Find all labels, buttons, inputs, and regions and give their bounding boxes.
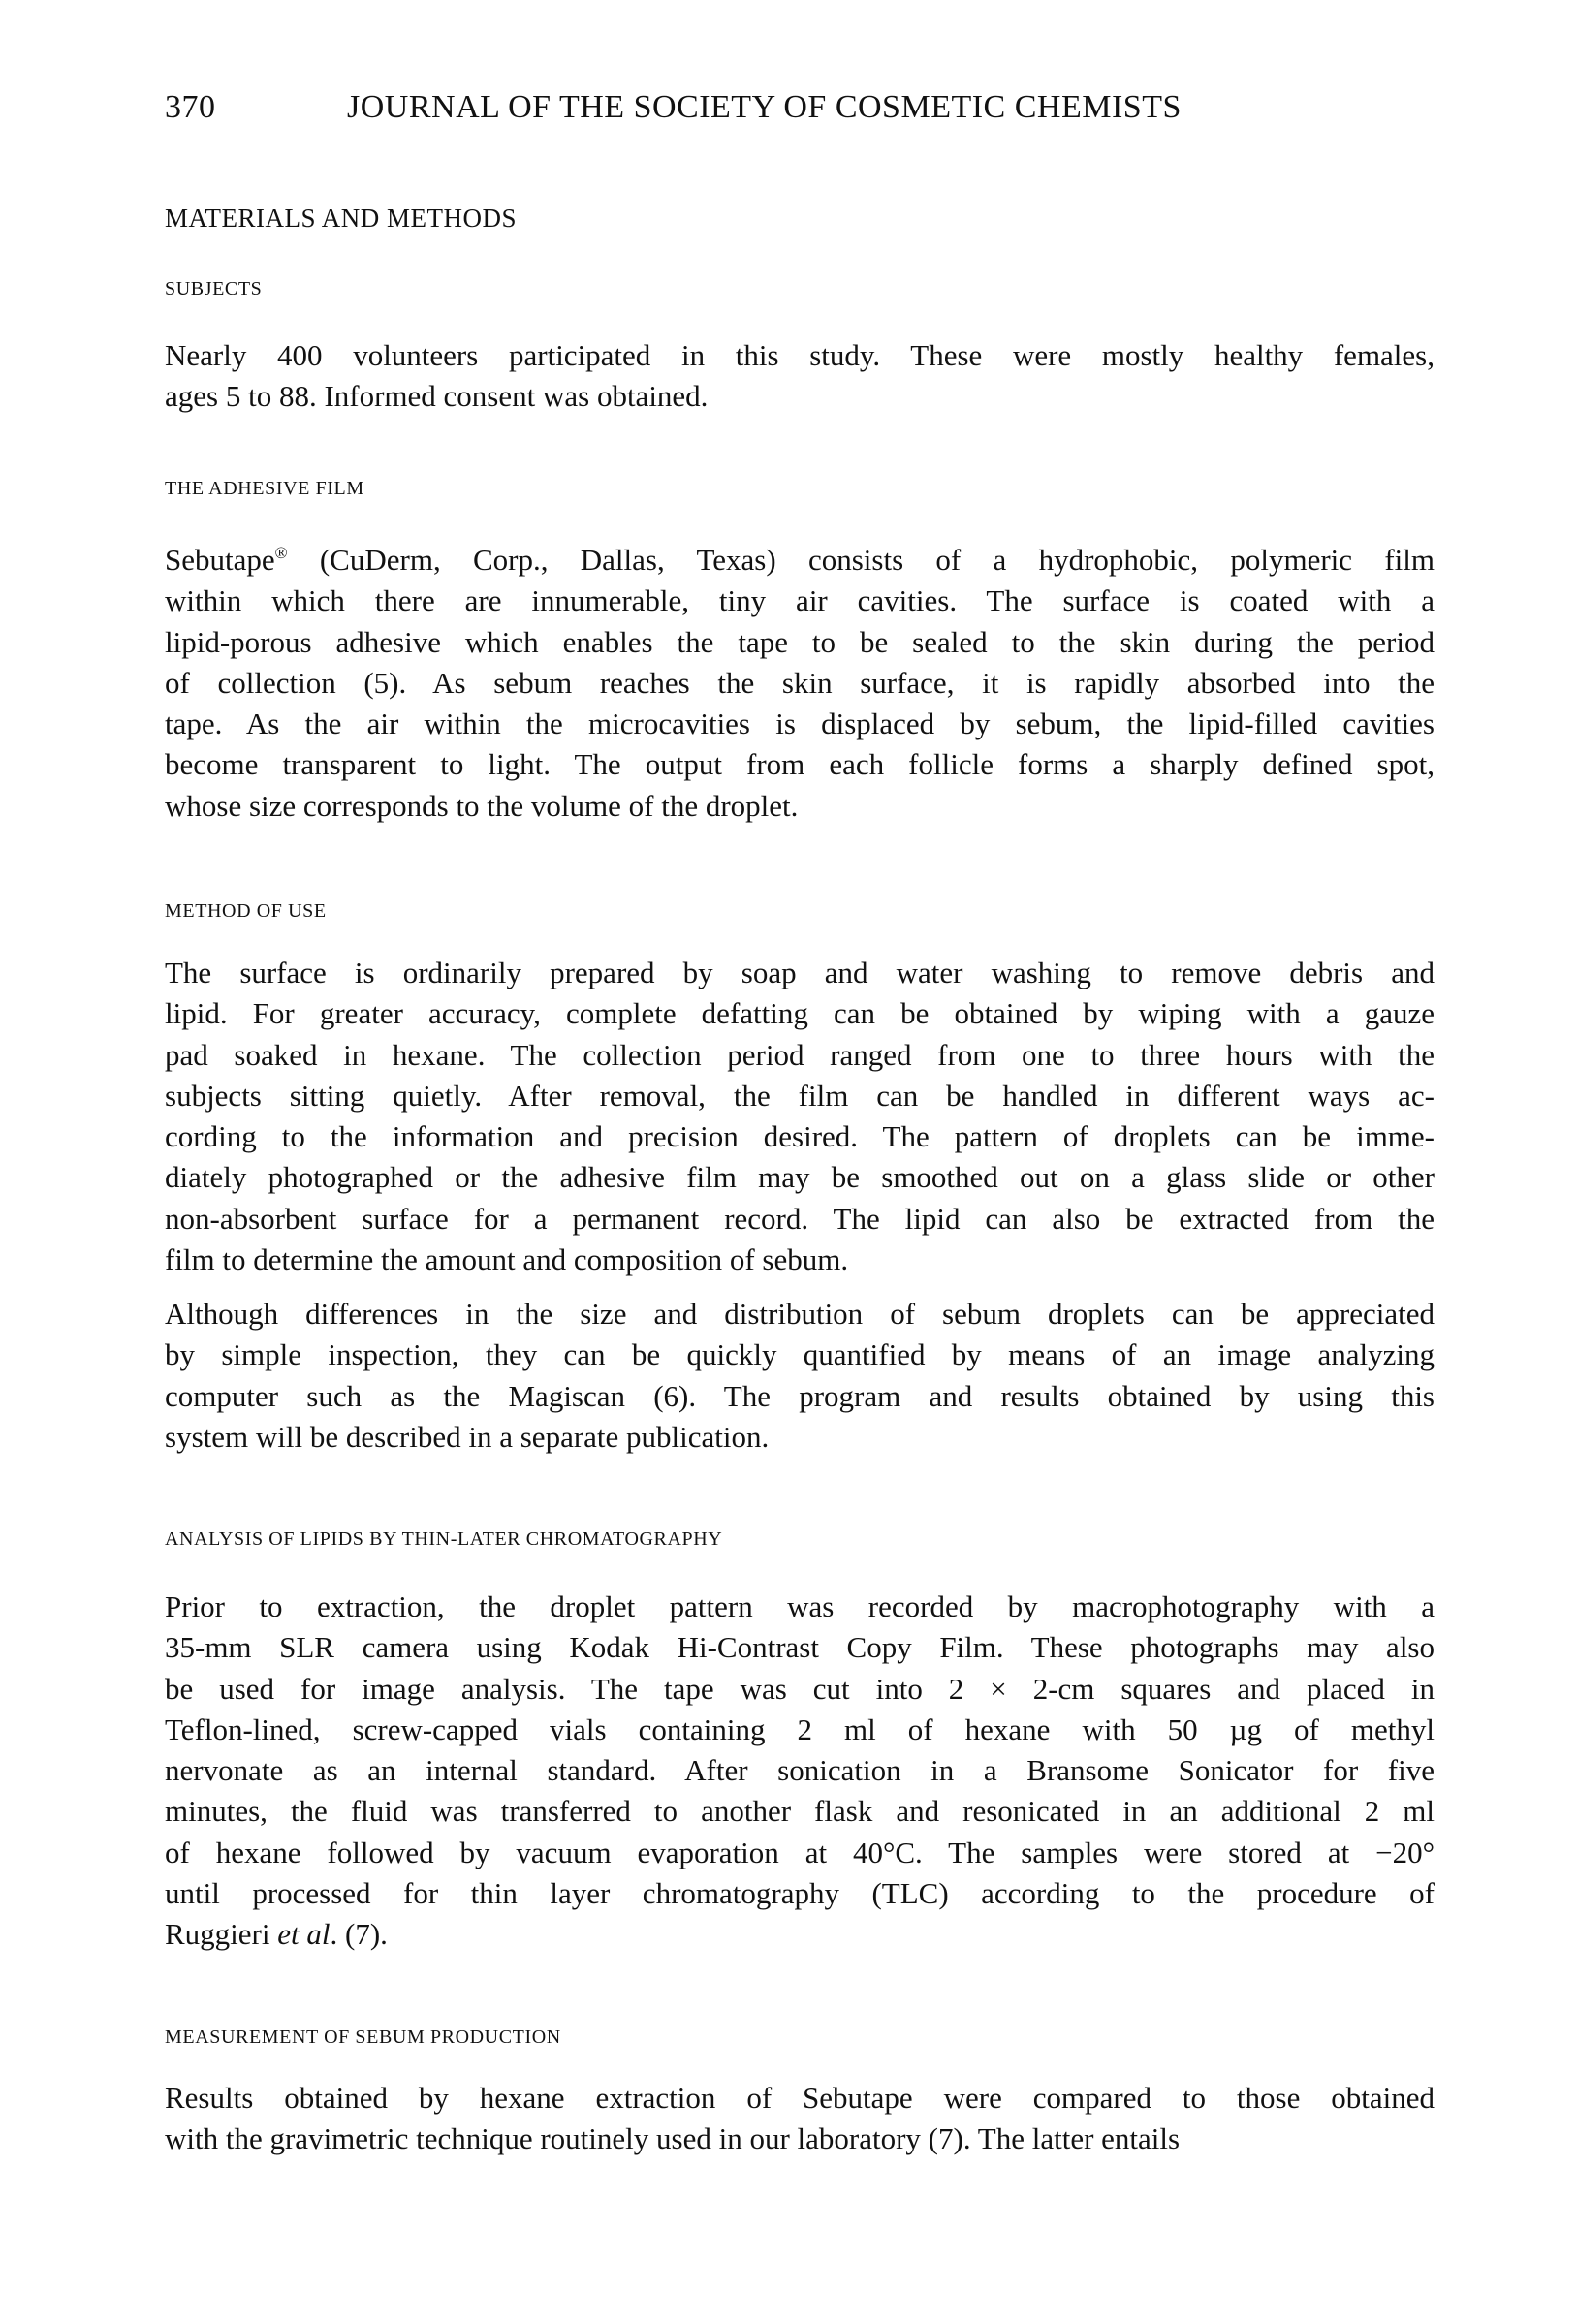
- page-number: 370: [165, 89, 216, 125]
- text-line: subjects sitting quietly. After removal, the film can be handled in different ways ac-: [165, 1078, 1435, 1113]
- text-line: lipid-porous adhesive which enables the tape to be sealed to the skin during the period: [165, 624, 1435, 659]
- text-line: tape. As the air within the microcavities is displaced by sebum, the lipid-filled cavities: [165, 707, 1435, 741]
- paragraph: [165, 953, 1435, 1280]
- text-line: whose size corresponds to the volume of the droplet.: [165, 788, 799, 823]
- subsection-heading: ANALYSIS OF LIPIDS BY THIN-LATER CHROMATOGRAPHY: [165, 1528, 723, 1550]
- text-line: [165, 1914, 1435, 1955]
- section-title: MATERIALS AND METHODS: [165, 204, 518, 233]
- registered-mark: ®: [274, 544, 288, 562]
- paragraph: [165, 1294, 1435, 1458]
- text-line: minutes, the fluid was transferred to another flask and resonicated in an additional 2 ml: [165, 1794, 1435, 1829]
- text-line: of collection (5). As sebum reaches the skin surface, it is rapidly absorbed into the: [165, 665, 1435, 700]
- text-line: ages 5 to 88. Informed consent was obtained.: [165, 379, 709, 414]
- text-line: diately photographed or the adhesive film may be smoothed out on a glass slide or other: [165, 1160, 1435, 1195]
- paragraph: [165, 540, 1435, 827]
- text-span: . (7).: [330, 1917, 388, 1952]
- text-line: nervonate as an internal standard. After sonication in a Bransome Sonicator for five: [165, 1753, 1435, 1788]
- text-line: be used for image analysis. The tape was cut into 2 × 2-cm squares and placed in: [165, 1671, 1435, 1706]
- text-span: (CuDerm, Corp., Dallas, Texas) consists of a hydrophobic, polymeric film: [287, 543, 1435, 577]
- italic-text: et al: [277, 1917, 331, 1952]
- text-line: 35-mm SLR camera using Kodak Hi-Contrast Copy Film. These photographs may also: [165, 1630, 1435, 1665]
- text-line: lipid. For greater accuracy, complete defatting can be obtained by wiping with a gauze: [165, 996, 1435, 1031]
- paragraph: [165, 2078, 1435, 2160]
- text-line: pad soaked in hexane. The collection period ranged from one to three hours with the: [165, 1037, 1435, 1072]
- text-line: [165, 540, 1435, 581]
- text-line: within which there are innumerable, tiny air cavities. The surface is coated with a: [165, 583, 1435, 618]
- text-line: until processed for thin layer chromatography (TLC) according to the procedure of: [165, 1876, 1435, 1911]
- text-line: Nearly 400 volunteers participated in this study. These were mostly healthy females,: [165, 338, 1435, 372]
- text-line: The surface is ordinarily prepared by soap and water washing to remove debris and: [165, 956, 1435, 989]
- journal-title: JOURNAL OF THE SOCIETY OF COSMETIC CHEMISTS: [347, 89, 1182, 125]
- text-line: by simple inspection, they can be quickly quantified by means of an image analyzing: [165, 1337, 1435, 1372]
- subsection-heading: MEASUREMENT OF SEBUM PRODUCTION: [165, 2026, 561, 2048]
- text-line: cording to the information and precision desired. The pattern of droplets can be imme-: [165, 1119, 1435, 1154]
- subsection-heading: THE ADHESIVE FILM: [165, 478, 364, 499]
- text-line: Teflon-lined, screw-capped vials containing 2 ml of hexane with 50 µg of methyl: [165, 1712, 1435, 1746]
- text-line: become transparent to light. The output from each follicle forms a sharply defined spot,: [165, 747, 1435, 782]
- subsection-heading: METHOD OF USE: [165, 900, 327, 922]
- text-line: computer such as the Magiscan (6). The program and results obtained by using this: [165, 1378, 1435, 1413]
- text-span: Ruggieri: [165, 1917, 278, 1952]
- text-line: of hexane followed by vacuum evaporation at 40°C. The samples were stored at −20°: [165, 1835, 1435, 1869]
- paragraph: [165, 335, 1435, 418]
- text-line: Although differences in the size and distribution of sebum droplets can be appreciated: [165, 1297, 1435, 1331]
- text-span: Sebutape: [165, 543, 275, 577]
- text-line: system will be described in a separate publication.: [165, 1419, 770, 1454]
- paragraph: [165, 1586, 1435, 1956]
- text-line: Results obtained by hexane extraction of Sebutape were compared to those obtained: [165, 2081, 1435, 2115]
- subsection-heading: SUBJECTS: [165, 278, 263, 299]
- text-line: film to determine the amount and composition of sebum.: [165, 1242, 849, 1277]
- text-line: Prior to extraction, the droplet pattern was recorded by macrophotography with a: [165, 1589, 1435, 1623]
- text-line: non-absorbent surface for a permanent record. The lipid can also be extracted from the: [165, 1201, 1435, 1236]
- text-line: with the gravimetric technique routinely used in our laboratory (7). The latter entails: [165, 2121, 1181, 2156]
